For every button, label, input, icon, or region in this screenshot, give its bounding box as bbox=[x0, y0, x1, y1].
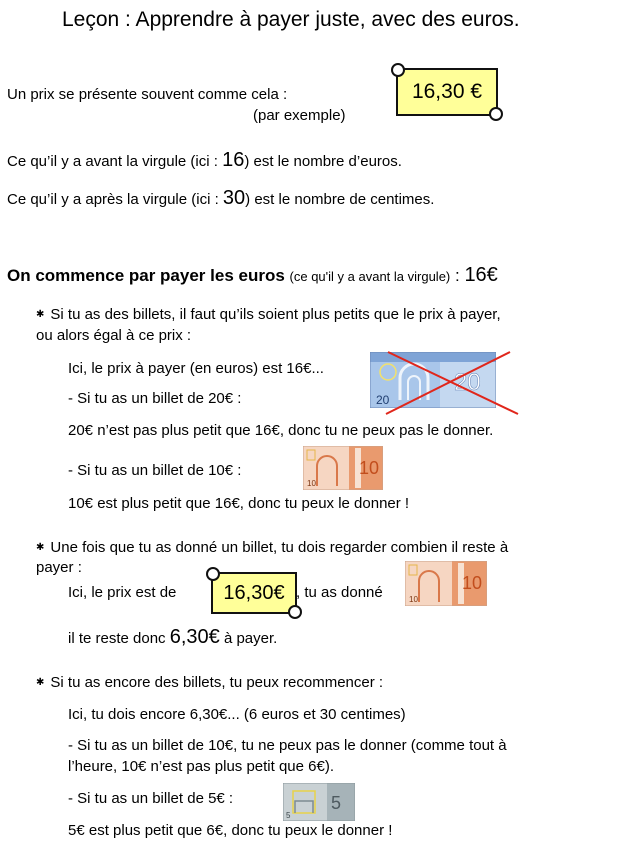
rest-suffix: à payer. bbox=[219, 630, 278, 647]
bullet2-text: Une fois que tu as donné un billet, tu dois regarder combien il reste à bbox=[50, 539, 509, 556]
bullet1-price-line: Ici, le prix à payer (en euros) est 16€... bbox=[68, 360, 324, 377]
section-heading-text: On commence par payer les euros bbox=[7, 266, 285, 285]
bullet3-remaining: Ici, tu dois encore 6,30€... (6 euros et 30 centimes) bbox=[68, 706, 406, 723]
euros-prefix: Ce qu’il y a avant la virgule (ici : bbox=[7, 153, 223, 170]
bullet1-line1 bbox=[36, 306, 501, 323]
page-title: Leçon : Apprendre à payer juste, avec des euros. bbox=[62, 8, 520, 31]
bullet3-case5: - Si tu as un billet de 5€ : bbox=[68, 790, 234, 807]
bullet3-line1 bbox=[36, 674, 383, 691]
bullet1-case10-result: 10€ est plus petit que 16€, donc tu peux le donner ! bbox=[68, 495, 410, 512]
svg-text:5: 5 bbox=[331, 793, 342, 813]
banknote-10-image bbox=[303, 446, 383, 490]
cents-prefix: Ce qu’il y a après la virgule (ici : bbox=[7, 191, 223, 208]
cents-value: 30 bbox=[222, 187, 246, 209]
price-tag-value: 16,30 € bbox=[411, 80, 483, 103]
svg-text:10: 10 bbox=[409, 595, 418, 604]
svg-text:10: 10 bbox=[462, 573, 483, 593]
bullet2-price-suffix: , tu as donné bbox=[296, 584, 383, 601]
cents-explanation bbox=[7, 187, 434, 210]
bullet-icon: ✱ bbox=[36, 677, 45, 688]
banknote-5-icon bbox=[283, 783, 355, 821]
section-heading bbox=[7, 264, 498, 287]
rest-value: 6,30€ bbox=[169, 626, 220, 648]
price-tag-small bbox=[211, 572, 297, 614]
bullet2-price-prefix: Ici, le prix est de bbox=[68, 584, 177, 601]
euros-value: 16 bbox=[222, 149, 245, 171]
euros-suffix: ) est le nombre d’euros. bbox=[244, 153, 402, 170]
intro-note: (par exemple) bbox=[253, 107, 346, 124]
euros-explanation bbox=[7, 149, 402, 172]
bullet-icon: ✱ bbox=[36, 309, 45, 320]
intro-line: Un prix se présente souvent comme cela : bbox=[7, 86, 288, 103]
bullet3-case10-line2: l’heure, 10€ n’est pas plus petit que 6€). bbox=[68, 758, 335, 775]
bullet3-case5-result: 5€ est plus petit que 6€, donc tu peux le donner ! bbox=[68, 822, 393, 839]
rest-prefix: il te reste donc bbox=[68, 630, 170, 647]
bullet2-line1 bbox=[36, 539, 508, 556]
price-tag bbox=[396, 68, 498, 116]
bullet1-case20: - Si tu as un billet de 20€ : bbox=[68, 390, 242, 407]
bullet2-rest bbox=[68, 626, 277, 649]
svg-text:5: 5 bbox=[286, 811, 291, 820]
section-heading-note: (ce qu'il y a avant la virgule) bbox=[289, 269, 451, 284]
cents-suffix: ) est le nombre de centimes. bbox=[245, 191, 435, 208]
section-heading-sep: : bbox=[450, 266, 465, 285]
banknote-10-given-image bbox=[405, 561, 487, 606]
svg-text:20: 20 bbox=[454, 369, 481, 396]
bullet3-case10-line1: - Si tu as un billet de 10€, tu ne peux pas le donner (comme tout à bbox=[68, 737, 507, 754]
svg-text:10: 10 bbox=[359, 458, 380, 478]
bullet3-text: Si tu as encore des billets, tu peux recommencer : bbox=[50, 674, 384, 691]
cross-out-icon bbox=[378, 350, 528, 416]
bullet1-line2: ou alors égal à ce prix : bbox=[36, 327, 192, 344]
banknote-10-icon bbox=[303, 446, 383, 490]
banknote-5-image bbox=[283, 783, 355, 821]
bullet2-line2: payer : bbox=[36, 559, 82, 576]
section-heading-value: 16€ bbox=[464, 264, 498, 286]
svg-text:20: 20 bbox=[376, 393, 390, 407]
bullet-icon: ✱ bbox=[36, 542, 45, 553]
price-tag-small-value: 16,30€ bbox=[223, 581, 285, 604]
banknote-10-icon bbox=[405, 561, 487, 606]
bullet1-case20-result: 20€ n’est pas plus petit que 16€, donc tu ne peux pas le donner. bbox=[68, 422, 494, 439]
svg-text:10: 10 bbox=[307, 479, 316, 488]
bullet1-case10: - Si tu as un billet de 10€ : bbox=[68, 462, 242, 479]
bullet1-text: Si tu as des billets, il faut qu’ils soient plus petits que le prix à payer, bbox=[50, 306, 501, 323]
